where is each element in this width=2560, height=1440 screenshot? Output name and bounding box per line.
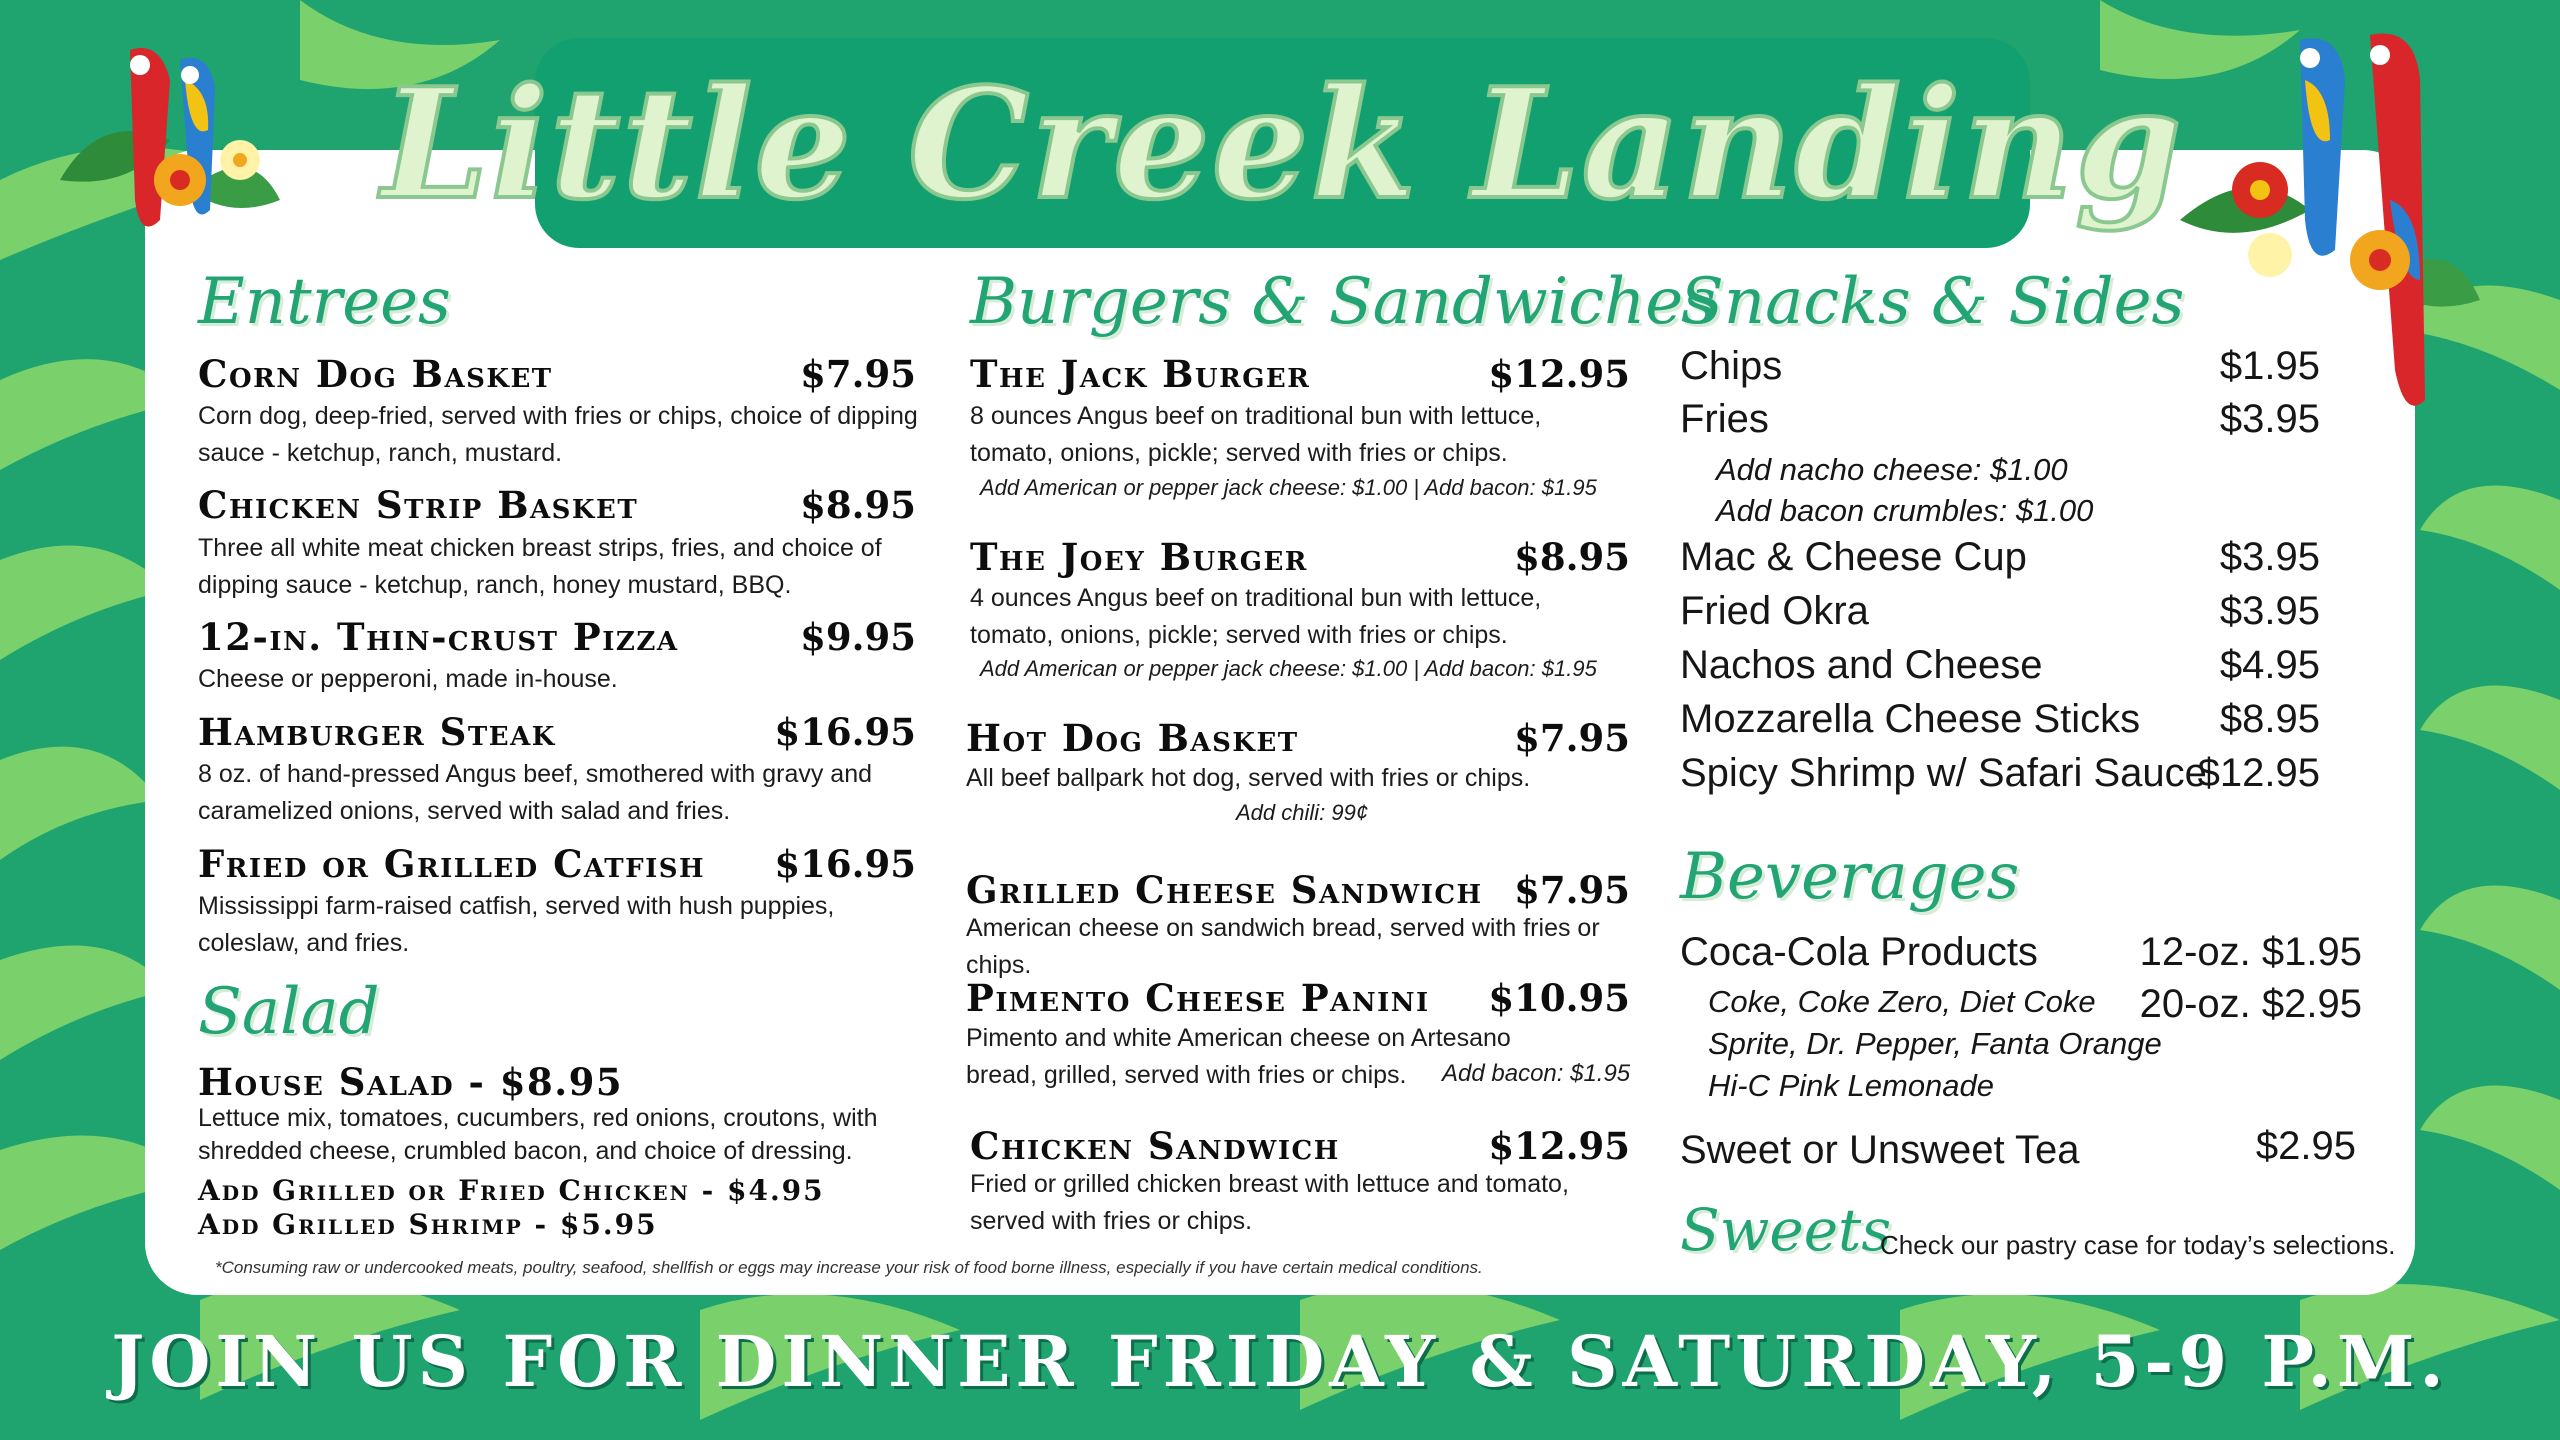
item-price: $7.95 [1514, 868, 1630, 912]
item-price: $8.95 [800, 483, 916, 527]
item-description: All beef ballpark hot dog, served with fries or chips. [966, 764, 1531, 792]
fries-addon-nacho: Add nacho cheese: $1.00 [1716, 452, 2068, 487]
item-name: Hot Dog Basket [966, 716, 1299, 760]
salad-name: House Salad - $8.95 [198, 1060, 624, 1104]
item-price: $12.95 [1488, 352, 1630, 396]
beverage-price: 12-oz. $1.95 [2139, 930, 2362, 974]
item-name: Pimento Cheese Panini [966, 976, 1430, 1020]
snack-price: $3.95 [2219, 535, 2320, 579]
snack-price: $4.95 [2219, 643, 2320, 687]
item-description: 8 ounces Angus beef on traditional bun with lettuce, tomato, onions, pickle; served with fries or chips. [970, 402, 1542, 467]
item-name: 12-in. Thin-crust Pizza [198, 615, 679, 659]
burgers-heading: Burgers & Sandwiches [970, 265, 1716, 339]
item-name: Hamburger Steak [198, 710, 556, 754]
salad-heading: Salad [198, 975, 380, 1049]
beverage-price: $2.95 [2255, 1124, 2356, 1168]
item-name: The Joey Burger [970, 535, 1308, 579]
snack-name: Fries [1680, 397, 1769, 441]
item-addon: Add American or pepper jack cheese: $1.00 | Add bacon: $1.95 [980, 656, 1597, 681]
item-name: Corn Dog Basket [198, 352, 553, 396]
beverage-option: Sprite, Dr. Pepper, Fanta Orange [1708, 1026, 2162, 1061]
snack-name: Fried Okra [1680, 589, 1869, 633]
beverage-option: Coke, Coke Zero, Diet Coke [1708, 984, 2096, 1019]
item-description: Cheese or pepperoni, made in-house. [198, 665, 618, 693]
item-description: Corn dog, deep-fried, served with fries or chips, choice of dipping sauce - ketchup, ranch, mustard. [198, 402, 918, 467]
entrees-heading: Entrees [198, 265, 451, 339]
item-addon: Add chili: 99¢ [1236, 800, 1369, 825]
item-price: $12.95 [1488, 1124, 1630, 1168]
item-name: Grilled Cheese Sandwich [966, 868, 1483, 912]
beverage-name: Sweet or Unsweet Tea [1680, 1128, 2080, 1172]
item-name: Chicken Sandwich [970, 1124, 1340, 1168]
beverages-heading: Beverages [1680, 840, 2020, 914]
restaurant-title: Little Creek Landing [381, 53, 2184, 233]
item-name: Chicken Strip Basket [198, 483, 639, 527]
footer-banner: JOIN US FOR DINNER FRIDAY & SATURDAY, 5-9 P.M. [111, 1320, 2449, 1403]
snack-name: Chips [1680, 344, 1783, 388]
beverage-name: Coca-Cola Products [1680, 930, 2038, 974]
item-price: $10.95 [1488, 976, 1630, 1020]
sweets-note: Check our pastry case for today’s selections. [1880, 1230, 2396, 1260]
salad-description: Lettuce mix, tomatoes, cucumbers, red onions, croutons, with shredded cheese, crumbled bacon, and choice of dressing. [198, 1104, 878, 1165]
item-name: The Jack Burger [970, 352, 1311, 396]
snack-price: $3.95 [2219, 397, 2320, 441]
snack-name: Mozzarella Cheese Sticks [1680, 697, 2141, 741]
beverage-option: Hi-C Pink Lemonade [1708, 1068, 1995, 1103]
beverage-price: 20-oz. $2.95 [2139, 982, 2362, 1026]
snack-price: $8.95 [2219, 697, 2320, 741]
item-price: $7.95 [800, 352, 916, 396]
item-name: Fried or Grilled Catfish [198, 842, 706, 886]
snack-name: Spicy Shrimp w/ Safari Sauce [1680, 751, 2207, 795]
salad-addon-shrimp: Add Grilled Shrimp - $5.95 [198, 1208, 658, 1241]
item-description: 4 ounces Angus beef on traditional bun with lettuce, tomato, onions, pickle; served with fries or chips. [970, 584, 1542, 649]
item-description: Three all white meat chicken breast strips, fries, and choice of dipping sauce - ketchup, ranch, honey mustard, BBQ. [198, 534, 882, 599]
snack-price: $1.95 [2219, 344, 2320, 388]
title-banner [381, 38, 2184, 248]
item-description: Mississippi farm-raised catfish, served with hush puppies, coleslaw, and fries. [198, 892, 835, 957]
fries-addon-bacon: Add bacon crumbles: $1.00 [1716, 493, 2094, 528]
item-description: American cheese on sandwich bread, served with fries or chips. [966, 914, 1600, 979]
item-description: 8 oz. of hand-pressed Angus beef, smothered with gravy and caramelized onions, served with salad and fries. [198, 760, 873, 825]
item-addon: Add bacon: $1.95 [1442, 1060, 1631, 1087]
snack-price: $3.95 [2219, 589, 2320, 633]
item-price: $9.95 [800, 615, 916, 659]
snack-name: Mac & Cheese Cup [1680, 535, 2027, 579]
item-price: $7.95 [1514, 716, 1630, 760]
snacks-heading: Snacks & Sides [1680, 265, 2185, 339]
snack-price: $12.95 [2197, 751, 2320, 795]
item-price: $8.95 [1514, 535, 1630, 579]
item-price: $16.95 [774, 710, 916, 754]
snack-name: Nachos and Cheese [1680, 643, 2043, 687]
item-description: Pimento and white American cheese on Artesano bread, grilled, served with fries or chips. [966, 1024, 1511, 1089]
disclaimer: *Consuming raw or undercooked meats, poultry, seafood, shellfish or eggs may increase your risk of food borne illness, especially if you have certain medical conditions. [215, 1258, 1483, 1277]
salad-addon-chicken: Add Grilled or Fried Chicken - $4.95 [198, 1174, 825, 1207]
item-price: $16.95 [774, 842, 916, 886]
sweets-heading: Sweets [1680, 1196, 1892, 1264]
item-addon: Add American or pepper jack cheese: $1.00 | Add bacon: $1.95 [980, 475, 1597, 500]
item-description: Fried or grilled chicken breast with lettuce and tomato, served with fries or chips. [970, 1170, 1569, 1235]
